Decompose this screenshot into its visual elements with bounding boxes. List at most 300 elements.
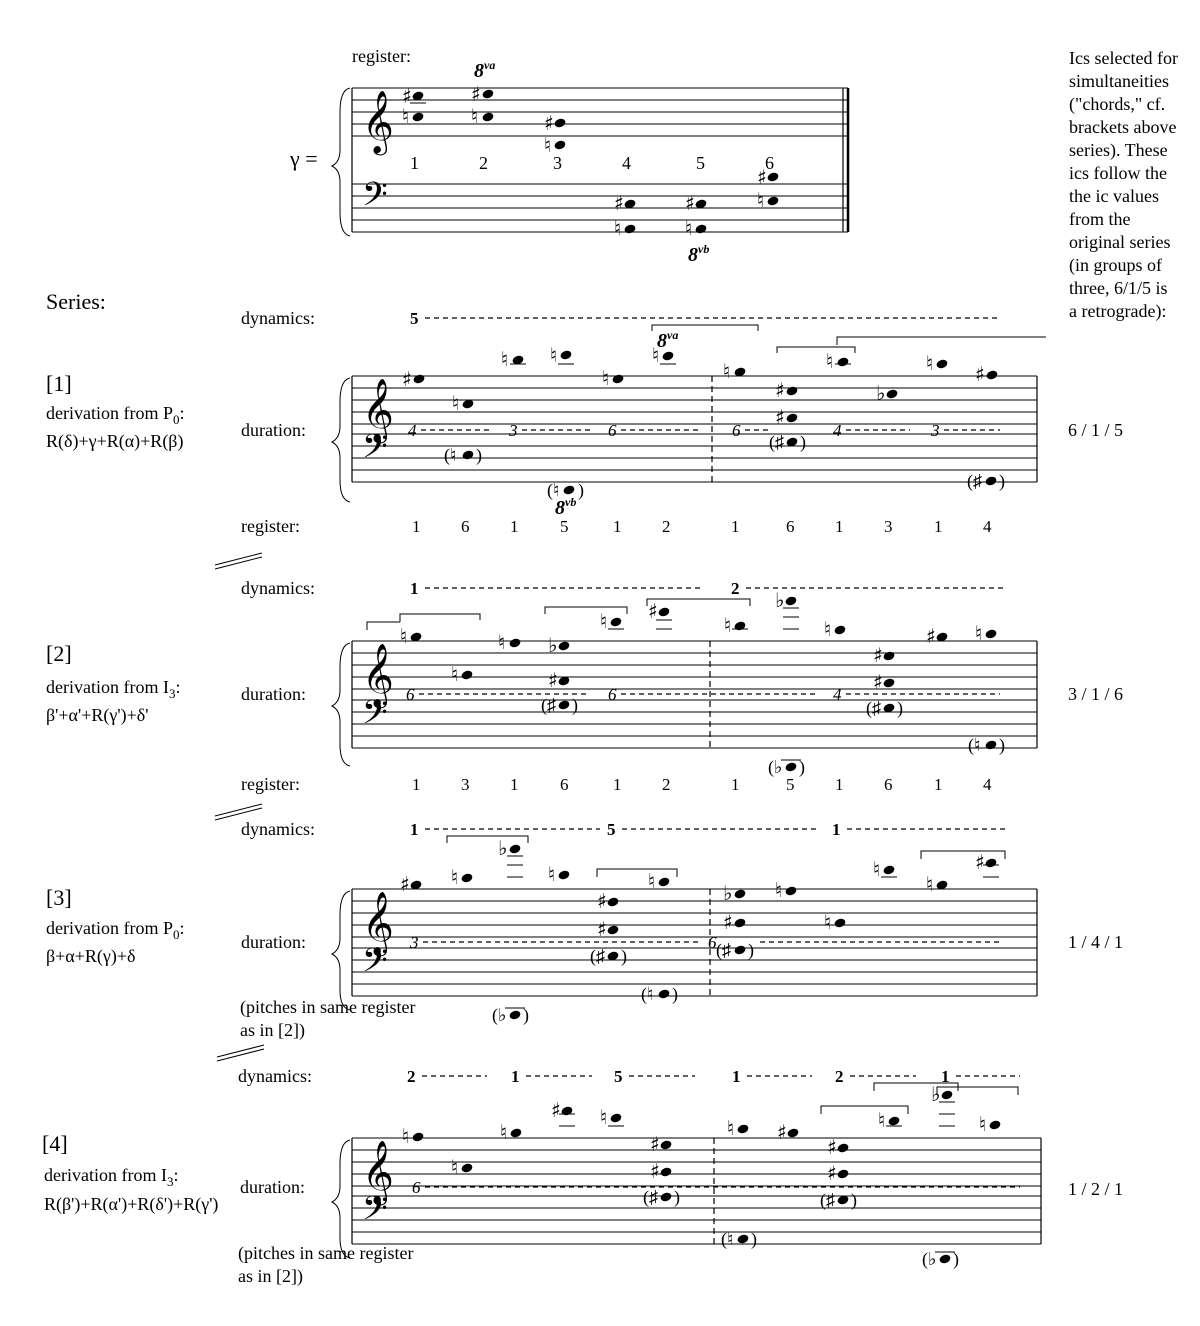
natural-icon: ♮ xyxy=(451,662,459,686)
sharp-icon: ♯ xyxy=(775,405,785,429)
natural-icon: ♮ xyxy=(723,359,731,383)
gamma-number: 4 xyxy=(622,153,631,173)
note-head xyxy=(562,484,575,495)
sidebar-line: simultaneities xyxy=(1069,71,1169,91)
dynamic-value: 1 xyxy=(511,1067,520,1086)
paren-note: (♯ xyxy=(541,695,556,715)
dynamic-value: 5 xyxy=(410,309,419,328)
sharp-icon: ♯ xyxy=(827,1161,837,1185)
note-head xyxy=(460,872,473,883)
gamma-notes xyxy=(402,82,780,240)
note-head xyxy=(938,1253,951,1264)
paren-close: ) xyxy=(621,946,627,966)
register-value: 4 xyxy=(983,775,992,794)
gamma-number: 3 xyxy=(553,153,562,173)
note-head xyxy=(659,1139,672,1150)
note-head xyxy=(984,628,997,639)
note-head xyxy=(882,677,895,688)
sidebar-line: from the xyxy=(1069,209,1131,229)
sharp-icon: ♯ xyxy=(777,1120,787,1144)
dynamic-value: 1 xyxy=(732,1067,741,1086)
paren-close: ) xyxy=(672,984,678,1004)
derivation-formula: β+α+R(γ)+δ xyxy=(46,946,136,966)
series-id: [1] xyxy=(46,371,72,396)
natural-icon: ♮ xyxy=(600,1105,608,1129)
paren-close: ) xyxy=(572,695,578,715)
sharp-icon: ♯ xyxy=(471,82,481,106)
treble-clef-icon: 𝄞 xyxy=(362,1140,394,1203)
gamma-number: 1 xyxy=(410,153,419,173)
note-head xyxy=(885,388,898,399)
sharp-icon: ♯ xyxy=(650,1132,660,1156)
register-note: (pitches in same register xyxy=(238,1243,414,1263)
note-head xyxy=(557,869,570,880)
register-value: 1 xyxy=(731,517,740,536)
duration-value: 6 xyxy=(708,933,717,952)
note-head xyxy=(784,885,797,896)
dynamic-value: 1 xyxy=(410,579,419,598)
duration-label: duration: xyxy=(240,1177,305,1197)
duration-value: 4 xyxy=(408,421,417,440)
chord-bracket xyxy=(447,836,528,843)
bass-clef-icon: 𝄢 xyxy=(362,428,388,474)
register-note: as in [2]) xyxy=(240,1020,305,1040)
note-head xyxy=(657,876,670,887)
note-head xyxy=(481,111,494,122)
gamma-section xyxy=(289,46,848,266)
dynamics-label: dynamics: xyxy=(241,308,315,328)
sidebar-line: a retrograde): xyxy=(1069,301,1167,321)
treble-clef-icon: 𝄞 xyxy=(362,891,394,954)
series-4 xyxy=(42,1066,1123,1287)
note-head xyxy=(657,988,670,999)
paren-close: ) xyxy=(751,1229,757,1249)
duration-value: 4 xyxy=(833,685,842,704)
note-head xyxy=(887,1115,900,1126)
paren-note: (♯ xyxy=(643,1187,658,1207)
register-value: 1 xyxy=(835,517,844,536)
note-head xyxy=(766,195,779,206)
register-value: 1 xyxy=(613,775,622,794)
paren-close: ) xyxy=(748,940,754,960)
bass-staff xyxy=(352,700,1037,748)
series-1 xyxy=(46,308,1123,536)
note-head xyxy=(553,117,566,128)
treble-staff xyxy=(352,889,1037,937)
chord-bracket xyxy=(921,851,1005,859)
register-value: 1 xyxy=(835,775,844,794)
flat-icon: ♭ xyxy=(548,633,558,657)
natural-icon: ♮ xyxy=(926,351,934,375)
treble-clef-icon: 𝄞 xyxy=(362,90,394,153)
note-head xyxy=(557,699,570,710)
derivation-label: derivation from $I_3$: xyxy=(44,1165,179,1189)
note-head xyxy=(786,1127,799,1138)
duration-value: 3 xyxy=(410,933,419,952)
natural-icon: ♮ xyxy=(979,1112,987,1136)
note-head xyxy=(784,761,797,772)
chord-bracket xyxy=(647,599,750,606)
register-note: as in [2]) xyxy=(238,1266,303,1286)
dynamics-label: dynamics: xyxy=(241,578,315,598)
system-brace xyxy=(332,378,350,502)
series-id: [3] xyxy=(46,885,72,910)
sharp-icon: ♯ xyxy=(827,1135,837,1159)
natural-icon: ♮ xyxy=(648,869,656,893)
duration-label: duration: xyxy=(241,932,306,952)
sharp-icon: ♯ xyxy=(757,165,767,189)
sharp-icon: ♯ xyxy=(551,1098,561,1122)
series-id: [4] xyxy=(42,1131,68,1156)
sharp-icon: ♯ xyxy=(975,850,985,874)
chord-bracket xyxy=(777,347,855,353)
ics-value: 1 / 4 / 1 xyxy=(1068,932,1124,952)
register-value: 1 xyxy=(613,517,622,536)
dynamic-value: 2 xyxy=(835,1067,844,1086)
note-head xyxy=(736,1233,749,1244)
flat-icon: ♭ xyxy=(876,381,886,405)
note-head xyxy=(560,1105,573,1116)
sidebar-line: ("chords," cf. xyxy=(1069,94,1166,114)
bass-staff xyxy=(352,1196,1041,1244)
note-head xyxy=(611,373,624,384)
register-value: 3 xyxy=(884,517,893,536)
natural-icon: ♮ xyxy=(451,1155,459,1179)
natural-icon: ♮ xyxy=(402,1124,410,1148)
note-head xyxy=(657,606,670,617)
register-value: 3 xyxy=(461,775,470,794)
natural-icon: ♮ xyxy=(614,216,622,240)
natural-icon: ♮ xyxy=(402,104,410,128)
note-head xyxy=(659,1166,672,1177)
paren-note: (♯ xyxy=(967,471,982,491)
note-head xyxy=(411,1131,424,1142)
paren-close: ) xyxy=(897,698,903,718)
natural-icon: ♮ xyxy=(500,1120,508,1144)
chord-bracket xyxy=(367,622,400,630)
sidebar-line: series). These xyxy=(1069,140,1168,160)
natural-icon: ♮ xyxy=(471,104,479,128)
register-value: 1 xyxy=(412,775,421,794)
derivation-label: derivation from $P_0$: xyxy=(46,403,185,427)
natural-icon: ♮ xyxy=(602,366,610,390)
section-divider xyxy=(215,553,262,569)
sharp-icon: ♯ xyxy=(597,889,607,913)
treble-clef-icon: 𝄞 xyxy=(362,643,394,706)
sharp-icon: ♯ xyxy=(400,872,410,896)
note-head xyxy=(557,640,570,651)
note-head xyxy=(508,843,521,854)
series-4-notes xyxy=(402,1082,1002,1270)
paren-close: ) xyxy=(999,471,1005,491)
note-head xyxy=(508,637,521,648)
paren-close: ) xyxy=(476,445,482,465)
gamma-brace xyxy=(332,88,350,236)
note-head xyxy=(661,350,674,361)
paren-close: ) xyxy=(999,735,1005,755)
sidebar-line: brackets above xyxy=(1069,117,1177,137)
register-value: 1 xyxy=(934,517,943,536)
sharp-icon: ♯ xyxy=(544,111,554,135)
natural-icon: ♮ xyxy=(873,857,881,881)
natural-icon: ♮ xyxy=(501,347,509,371)
note-head xyxy=(606,924,619,935)
sharp-icon: ♯ xyxy=(402,367,412,391)
natural-icon: ♮ xyxy=(926,872,934,896)
note-head xyxy=(460,669,473,680)
series-3 xyxy=(46,819,1123,1041)
sharp-icon: ♯ xyxy=(723,910,733,934)
gamma-register-label: register: xyxy=(352,46,411,66)
sharp-icon: ♯ xyxy=(685,191,695,215)
register-value: 6 xyxy=(786,517,795,536)
natural-icon: ♮ xyxy=(452,391,460,415)
duration-label: duration: xyxy=(241,420,306,440)
sharp-icon: ♯ xyxy=(402,84,412,108)
register-value: 4 xyxy=(983,517,992,536)
note-head xyxy=(694,223,707,234)
ics-value: 3 / 1 / 6 xyxy=(1068,684,1124,704)
natural-icon: ♮ xyxy=(451,865,459,889)
dynamics-label: dynamics: xyxy=(241,819,315,839)
flat-icon: ♭ xyxy=(723,881,733,905)
register-value: 6 xyxy=(461,517,470,536)
note-head xyxy=(984,475,997,486)
series-2 xyxy=(46,578,1123,794)
paren-note: (♭ xyxy=(922,1249,937,1269)
note-head xyxy=(460,1162,473,1173)
series-1-notes xyxy=(402,343,1005,501)
duration-value: 6 xyxy=(608,685,617,704)
sharp-icon: ♯ xyxy=(926,624,936,648)
register-value: 2 xyxy=(662,517,671,536)
note-head xyxy=(988,1119,1001,1130)
duration-value: 6 xyxy=(608,421,617,440)
derivation-label: derivation from $P_0$: xyxy=(46,918,185,942)
dynamic-value: 2 xyxy=(407,1067,416,1086)
paren-note: (♭ xyxy=(768,757,783,777)
ics-value: 6 / 1 / 5 xyxy=(1068,420,1124,440)
flat-icon: ♭ xyxy=(775,588,785,612)
register-value: 1 xyxy=(934,775,943,794)
sidebar-line: three, 6/1/5 is xyxy=(1069,278,1168,298)
ics-value: 1 / 2 / 1 xyxy=(1068,1179,1124,1199)
gamma-number: 6 xyxy=(765,153,774,173)
duration-value: 6 xyxy=(406,685,415,704)
note-head xyxy=(836,1168,849,1179)
note-head xyxy=(784,595,797,606)
note-head xyxy=(509,1127,522,1138)
natural-icon: ♮ xyxy=(548,862,556,886)
chord-bracket xyxy=(597,869,677,877)
note-head xyxy=(553,139,566,150)
paren-close: ) xyxy=(799,757,805,777)
register-value: 6 xyxy=(884,775,893,794)
paren-note: (♮ xyxy=(444,445,457,465)
gamma-symbol: γ = xyxy=(290,146,318,171)
note-head xyxy=(984,739,997,750)
natural-icon: ♮ xyxy=(975,621,983,645)
note-head xyxy=(481,88,494,99)
sharp-icon: ♯ xyxy=(548,668,558,692)
dynamic-value: 1 xyxy=(832,820,841,839)
sidebar-line: the ic values xyxy=(1069,186,1159,206)
register-value: 5 xyxy=(560,517,569,536)
chord-bracket xyxy=(837,337,1046,345)
note-head xyxy=(935,358,948,369)
treble-clef-icon: 𝄞 xyxy=(362,378,394,441)
sidebar-line: (in groups of xyxy=(1069,255,1162,275)
natural-icon: ♮ xyxy=(652,343,660,367)
note-head xyxy=(940,1089,953,1100)
register-row xyxy=(412,517,992,536)
duration-value: 6 xyxy=(732,421,741,440)
note-head xyxy=(833,917,846,928)
paren-note: (♮ xyxy=(721,1229,734,1249)
note-head xyxy=(623,223,636,234)
note-head xyxy=(882,864,895,875)
sharp-icon: ♯ xyxy=(775,378,785,402)
sharp-icon: ♯ xyxy=(975,362,985,386)
system-brace xyxy=(332,1140,350,1258)
natural-icon: ♮ xyxy=(775,878,783,902)
chord-bracket xyxy=(545,607,627,614)
chord-bracket xyxy=(400,614,480,622)
sidebar-line: ics follow the xyxy=(1069,163,1167,183)
note-head xyxy=(785,385,798,396)
sharp-icon: ♯ xyxy=(597,917,607,941)
paren-note: (♯ xyxy=(820,1190,835,1210)
sharp-icon: ♯ xyxy=(873,670,883,694)
bass-clef-icon: 𝄢 xyxy=(362,694,388,740)
bass-clef-icon: 𝄢 xyxy=(362,176,388,222)
series-id: [2] xyxy=(46,641,72,666)
bass-staff xyxy=(352,948,1037,996)
natural-icon: ♮ xyxy=(878,1108,886,1132)
duration-value: 3 xyxy=(931,421,940,440)
sidebar-line: original series xyxy=(1069,232,1171,252)
register-value: 2 xyxy=(662,775,671,794)
flat-icon: ♭ xyxy=(931,1082,941,1106)
derivation-formula: R(β')+R(α')+R(δ')+R(γ') xyxy=(44,1194,219,1214)
natural-icon: ♮ xyxy=(550,343,558,367)
register-value: 6 xyxy=(560,775,569,794)
register-label: register: xyxy=(241,774,300,794)
paren-note: (♭ xyxy=(492,1005,507,1025)
note-head xyxy=(609,616,622,627)
chord-bracket xyxy=(821,1106,908,1114)
note-head xyxy=(882,650,895,661)
natural-icon: ♮ xyxy=(498,630,506,654)
paren-close: ) xyxy=(578,480,584,500)
section-divider xyxy=(217,1045,264,1061)
paren-note: (♯ xyxy=(769,432,784,452)
bass-clef-icon: 𝄢 xyxy=(362,1190,388,1236)
natural-icon: ♮ xyxy=(724,613,732,637)
derivation-formula: R(δ)+γ+R(α)+R(β) xyxy=(46,431,184,451)
series-3-notes xyxy=(400,836,999,1026)
paren-note: (♮ xyxy=(641,984,654,1004)
note-head xyxy=(985,369,998,380)
note-head xyxy=(461,449,474,460)
register-value: 1 xyxy=(510,775,519,794)
section-divider xyxy=(215,804,262,820)
sharp-icon: ♯ xyxy=(873,643,883,667)
derivation-formula: β'+α'+R(γ')+δ' xyxy=(46,705,149,725)
note-head xyxy=(833,624,846,635)
dynamics-label: dynamics: xyxy=(238,1066,312,1086)
gamma-number: 5 xyxy=(696,153,705,173)
natural-icon: ♮ xyxy=(544,133,552,157)
bass-clef-icon: 𝄢 xyxy=(362,942,388,988)
octave-down-mark: $8^{vb}$ xyxy=(555,495,577,519)
duration-value: 6 xyxy=(412,1178,421,1197)
sidebar-note xyxy=(1069,48,1178,322)
note-head xyxy=(836,1142,849,1153)
octave-up-mark: $8^{va}$ xyxy=(657,328,679,352)
sidebar-line: Ics selected for xyxy=(1069,48,1178,68)
note-head xyxy=(508,1009,521,1020)
note-head xyxy=(733,944,746,955)
sharp-icon: ♯ xyxy=(648,599,658,623)
gamma-numbers xyxy=(410,153,774,173)
series-heading: Series: xyxy=(46,289,106,314)
note-head xyxy=(736,1123,749,1134)
note-head xyxy=(606,896,619,907)
note-head xyxy=(785,412,798,423)
note-head xyxy=(984,857,997,868)
natural-icon: ♮ xyxy=(824,910,832,934)
note-head xyxy=(733,888,746,899)
note-head xyxy=(836,356,849,367)
octave-up-mark: $8^{va}$ xyxy=(474,58,496,82)
duration-label: duration: xyxy=(241,684,306,704)
natural-icon: ♮ xyxy=(600,609,608,633)
system-brace xyxy=(332,891,350,1010)
dynamic-value: 5 xyxy=(607,820,616,839)
derivation-label: derivation from $I_3$: xyxy=(46,677,181,701)
paren-note: (♯ xyxy=(866,698,881,718)
register-label: register: xyxy=(241,516,300,536)
register-note: (pitches in same register xyxy=(240,997,416,1017)
paren-close: ) xyxy=(953,1249,959,1269)
natural-icon: ♮ xyxy=(824,617,832,641)
note-head xyxy=(559,349,572,360)
note-head xyxy=(609,1112,622,1123)
natural-icon: ♮ xyxy=(685,216,693,240)
octave-down-mark: $8^{vb}$ xyxy=(688,242,710,266)
register-value: 1 xyxy=(412,517,421,536)
paren-note: (♯ xyxy=(716,940,731,960)
natural-icon: ♮ xyxy=(400,624,408,648)
gamma-treble-staff xyxy=(352,88,848,136)
paren-close: ) xyxy=(523,1005,529,1025)
register-value: 1 xyxy=(731,775,740,794)
register-value: 5 xyxy=(786,775,795,794)
paren-note: (♮ xyxy=(968,735,981,755)
sharp-icon: ♯ xyxy=(650,1159,660,1183)
paren-note: (♯ xyxy=(590,946,605,966)
note-head xyxy=(733,917,746,928)
dynamic-value: 1 xyxy=(410,820,419,839)
note-head xyxy=(733,620,746,631)
dynamic-value: 1 xyxy=(941,1067,950,1086)
system-brace xyxy=(332,643,350,766)
note-head xyxy=(412,373,425,384)
natural-icon: ♮ xyxy=(826,349,834,373)
flat-icon: ♭ xyxy=(498,836,508,860)
note-head xyxy=(766,171,779,182)
